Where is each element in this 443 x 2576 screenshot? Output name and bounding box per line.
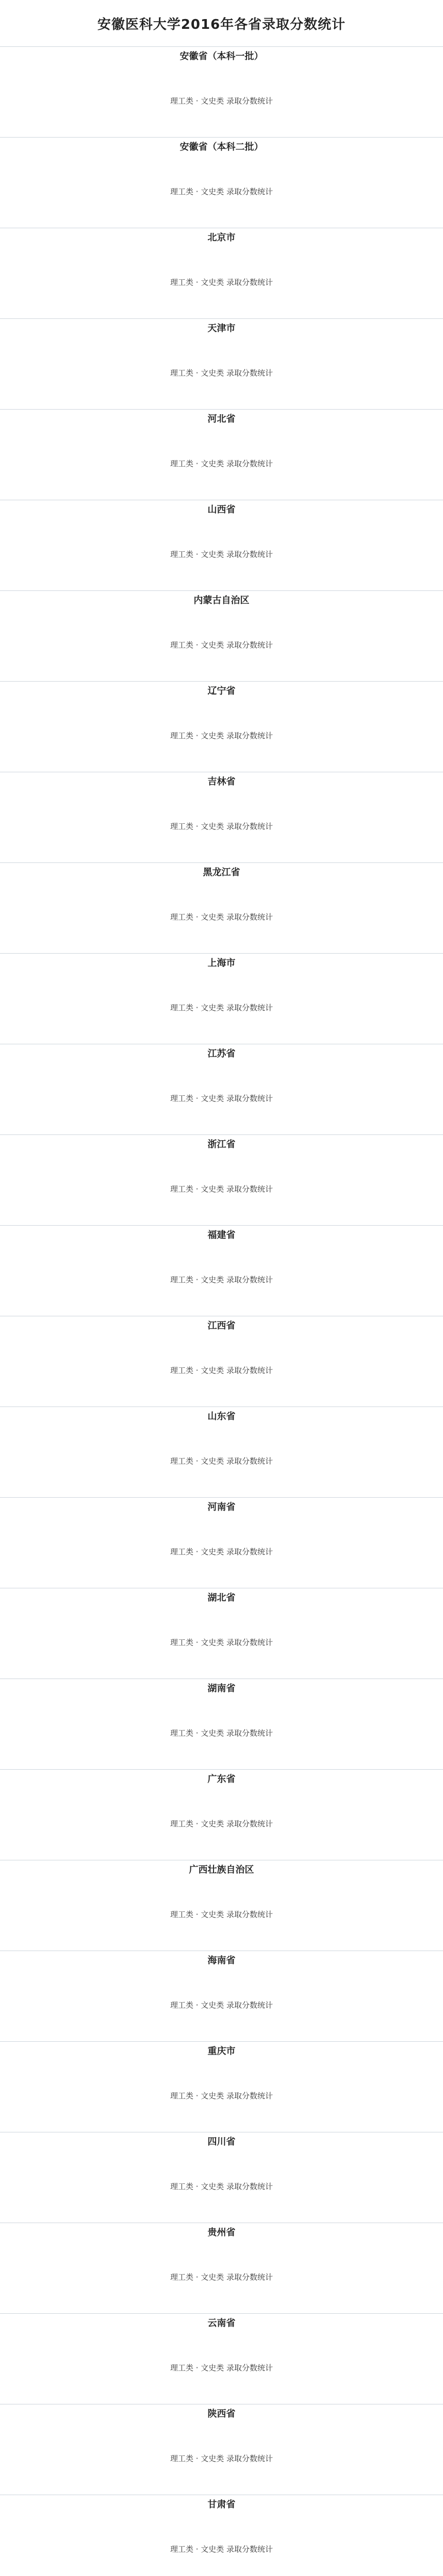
section-subtitle: 理工类 · 文史类 录取分数统计 xyxy=(170,2545,273,2554)
province-section xyxy=(0,318,443,410)
province-section xyxy=(0,862,443,954)
section-heading: 福建省 xyxy=(207,1230,236,1241)
section-heading: 山东省 xyxy=(207,1411,236,1422)
section-subtitle: 理工类 · 文史类 录取分数统计 xyxy=(170,368,273,378)
province-section xyxy=(0,1769,443,1860)
section-subtitle: 理工类 · 文史类 录取分数统计 xyxy=(170,1184,273,1194)
section-heading: 安徽省（本科二批） xyxy=(179,142,264,152)
province-section xyxy=(0,46,443,138)
section-heading: 海南省 xyxy=(207,1955,236,1966)
section-subtitle: 理工类 · 文史类 录取分数统计 xyxy=(170,2091,273,2100)
province-section xyxy=(0,500,443,591)
province-section xyxy=(0,2132,443,2223)
section-subtitle: 理工类 · 文史类 录取分数统计 xyxy=(170,1366,273,1375)
section-heading: 云南省 xyxy=(207,2318,236,2329)
province-section xyxy=(0,1225,443,1316)
section-heading: 山西省 xyxy=(207,504,236,515)
section-heading: 辽宁省 xyxy=(207,686,236,697)
section-subtitle: 理工类 · 文史类 录取分数统计 xyxy=(170,1003,273,1012)
section-subtitle: 理工类 · 文史类 录取分数统计 xyxy=(170,550,273,559)
province-section xyxy=(0,1134,443,1226)
province-section xyxy=(0,2404,443,2495)
section-heading: 河北省 xyxy=(207,414,236,425)
section-subtitle: 理工类 · 文史类 录取分数统计 xyxy=(170,822,273,831)
province-section xyxy=(0,590,443,682)
section-heading: 四川省 xyxy=(207,2137,236,2147)
section-heading: 湖南省 xyxy=(207,1683,236,1694)
province-section xyxy=(0,772,443,863)
section-subtitle: 理工类 · 文史类 录取分数统计 xyxy=(170,2454,273,2463)
province-section xyxy=(0,1044,443,1135)
province-section xyxy=(0,2495,443,2576)
section-heading: 北京市 xyxy=(207,232,236,243)
province-section xyxy=(0,953,443,1044)
province-section xyxy=(0,1951,443,2042)
section-subtitle: 理工类 · 文史类 录取分数统计 xyxy=(170,2001,273,2010)
page-title: 安徽医科大学2016年各省录取分数统计 xyxy=(97,16,346,32)
province-section xyxy=(0,1406,443,1498)
section-subtitle: 理工类 · 文史类 录取分数统计 xyxy=(170,1456,273,1466)
province-section xyxy=(0,1588,443,1679)
section-subtitle: 理工类 · 文史类 录取分数统计 xyxy=(170,2363,273,2372)
section-subtitle: 理工类 · 文史类 录取分数统计 xyxy=(170,912,273,922)
section-subtitle: 理工类 · 文史类 录取分数统计 xyxy=(170,2182,273,2191)
section-subtitle: 理工类 · 文史类 录取分数统计 xyxy=(170,1819,273,1828)
section-heading: 广东省 xyxy=(207,1774,236,1785)
section-heading: 甘肃省 xyxy=(207,2499,236,2510)
province-section xyxy=(0,1316,443,1407)
section-subtitle: 理工类 · 文史类 录取分数统计 xyxy=(170,1638,273,1647)
section-subtitle: 理工类 · 文史类 录取分数统计 xyxy=(170,278,273,287)
section-subtitle: 理工类 · 文史类 录取分数统计 xyxy=(170,1728,273,1738)
section-heading: 江苏省 xyxy=(207,1048,236,1059)
section-subtitle: 理工类 · 文史类 录取分数统计 xyxy=(170,1910,273,1919)
section-subtitle: 理工类 · 文史类 录取分数统计 xyxy=(170,640,273,650)
section-subtitle: 理工类 · 文史类 录取分数统计 xyxy=(170,96,273,106)
province-section xyxy=(0,409,443,500)
province-section xyxy=(0,2313,443,2404)
section-heading: 上海市 xyxy=(207,958,236,969)
province-section xyxy=(0,2041,443,2132)
section-heading: 安徽省（本科一批） xyxy=(179,51,264,62)
section-subtitle: 理工类 · 文史类 录取分数统计 xyxy=(170,1094,273,1103)
section-heading: 湖北省 xyxy=(207,1592,236,1603)
section-heading: 重庆市 xyxy=(207,2046,236,2057)
section-heading: 天津市 xyxy=(207,323,236,334)
province-section xyxy=(0,228,443,319)
section-subtitle: 理工类 · 文史类 录取分数统计 xyxy=(170,2273,273,2282)
section-heading: 江西省 xyxy=(207,1320,236,1331)
province-section xyxy=(0,137,443,228)
province-section xyxy=(0,1679,443,1770)
section-heading: 吉林省 xyxy=(207,776,236,787)
section-subtitle: 理工类 · 文史类 录取分数统计 xyxy=(170,731,273,740)
section-heading: 广西壮族自治区 xyxy=(189,1865,254,1875)
section-heading: 内蒙古自治区 xyxy=(193,595,250,606)
section-heading: 陕西省 xyxy=(207,2409,236,2419)
province-section xyxy=(0,681,443,772)
section-subtitle: 理工类 · 文史类 录取分数统计 xyxy=(170,1547,273,1556)
section-subtitle: 理工类 · 文史类 录取分数统计 xyxy=(170,1275,273,1284)
province-section xyxy=(0,1497,443,1588)
section-heading: 黑龙江省 xyxy=(203,867,240,878)
province-section xyxy=(0,2223,443,2314)
page-header xyxy=(0,0,443,47)
section-heading: 贵州省 xyxy=(207,2227,236,2238)
section-subtitle: 理工类 · 文史类 录取分数统计 xyxy=(170,459,273,468)
province-section xyxy=(0,1860,443,1951)
section-subtitle: 理工类 · 文史类 录取分数统计 xyxy=(170,187,273,196)
section-heading: 浙江省 xyxy=(207,1139,236,1150)
section-heading: 河南省 xyxy=(207,1502,236,1513)
